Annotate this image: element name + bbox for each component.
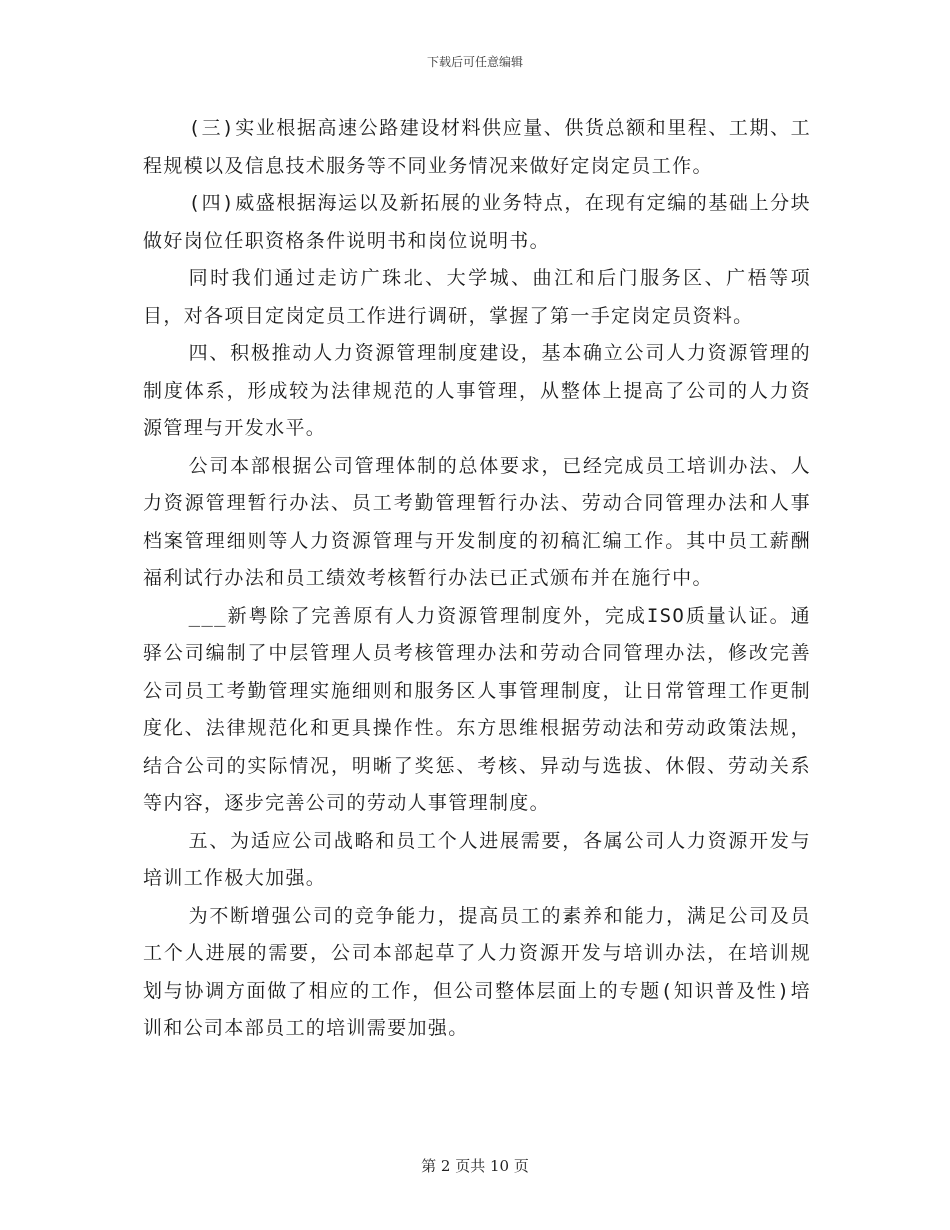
page-header: 下载后可任意编辑 [426, 55, 523, 69]
paragraph-section-four: 四、积极推动人力资源管理制度建设，基本确立公司人力资源管理的制度体系，形成较为法律规范的人事管理，从整体上提高了公司的人力资源管理与开发水平。 [143, 342, 811, 439]
paragraph-training: 为不断增强公司的竞争能力，提高员工的素养和能力，满足公司及员工个人进展的需要，公司本部起草了人力资源开发与培训办法，在培训规划与协调方面做了相应的工作，但公司整体层面上的专题(知识普及性)培训和公司本部员工的培训需要加强。 [143, 904, 811, 1039]
paragraph-weisheng: (四)威盛根据海运以及新拓展的业务特点，在现有定编的基础上分块做好岗位任职资格条件说明书和岗位说明书。 [143, 192, 811, 252]
paragraph-shiye: (三)实业根据高速公路建设材料供应量、供货总额和里程、工期、工程规模以及信息技术服务等不同业务情况来做好定岗定员工作。 [143, 117, 811, 177]
paragraph-subsidiaries: ___新粤除了完善原有人力资源管理制度外，完成ISO质量认证。通驿公司编制了中层管理人员考核管理办法和劳动合同管理办法，修改完善公司员工考勤管理实施细则和服务区人事管理制度，让日常管理工作更制度化、法律规范化和更具操作性。东方思维根据劳动法和劳动政策法规，结合公司的实际情况，明晰了奖惩、考核、异动与选拔、休假、劳动关系等内容，逐步完善公司的劳动人事管理制度。 [143, 604, 811, 814]
paragraph-survey: 同时我们通过走访广珠北、大学城、曲江和后门服务区、广梧等项目，对各项目定岗定员工作进行调研，掌握了第一手定岗定员资料。 [143, 267, 811, 327]
paragraph-headquarters: 公司本部根据公司管理体制的总体要求，已经完成员工培训办法、人力资源管理暂行办法、员工考勤管理暂行办法、劳动合同管理办法和人事档案管理细则等人力资源管理与开发制度的初稿汇编工作。其中员工薪酬福利试行办法和员工绩效考核暂行办法已正式颁布并在施行中。 [143, 454, 811, 589]
page-footer: 第 2 页共 10 页 [421, 1157, 529, 1175]
paragraph-section-five: 五、为适应公司战略和员工个人进展需要，各属公司人力资源开发与培训工作极大加强。 [143, 829, 811, 889]
document-body [143, 110, 811, 1048]
